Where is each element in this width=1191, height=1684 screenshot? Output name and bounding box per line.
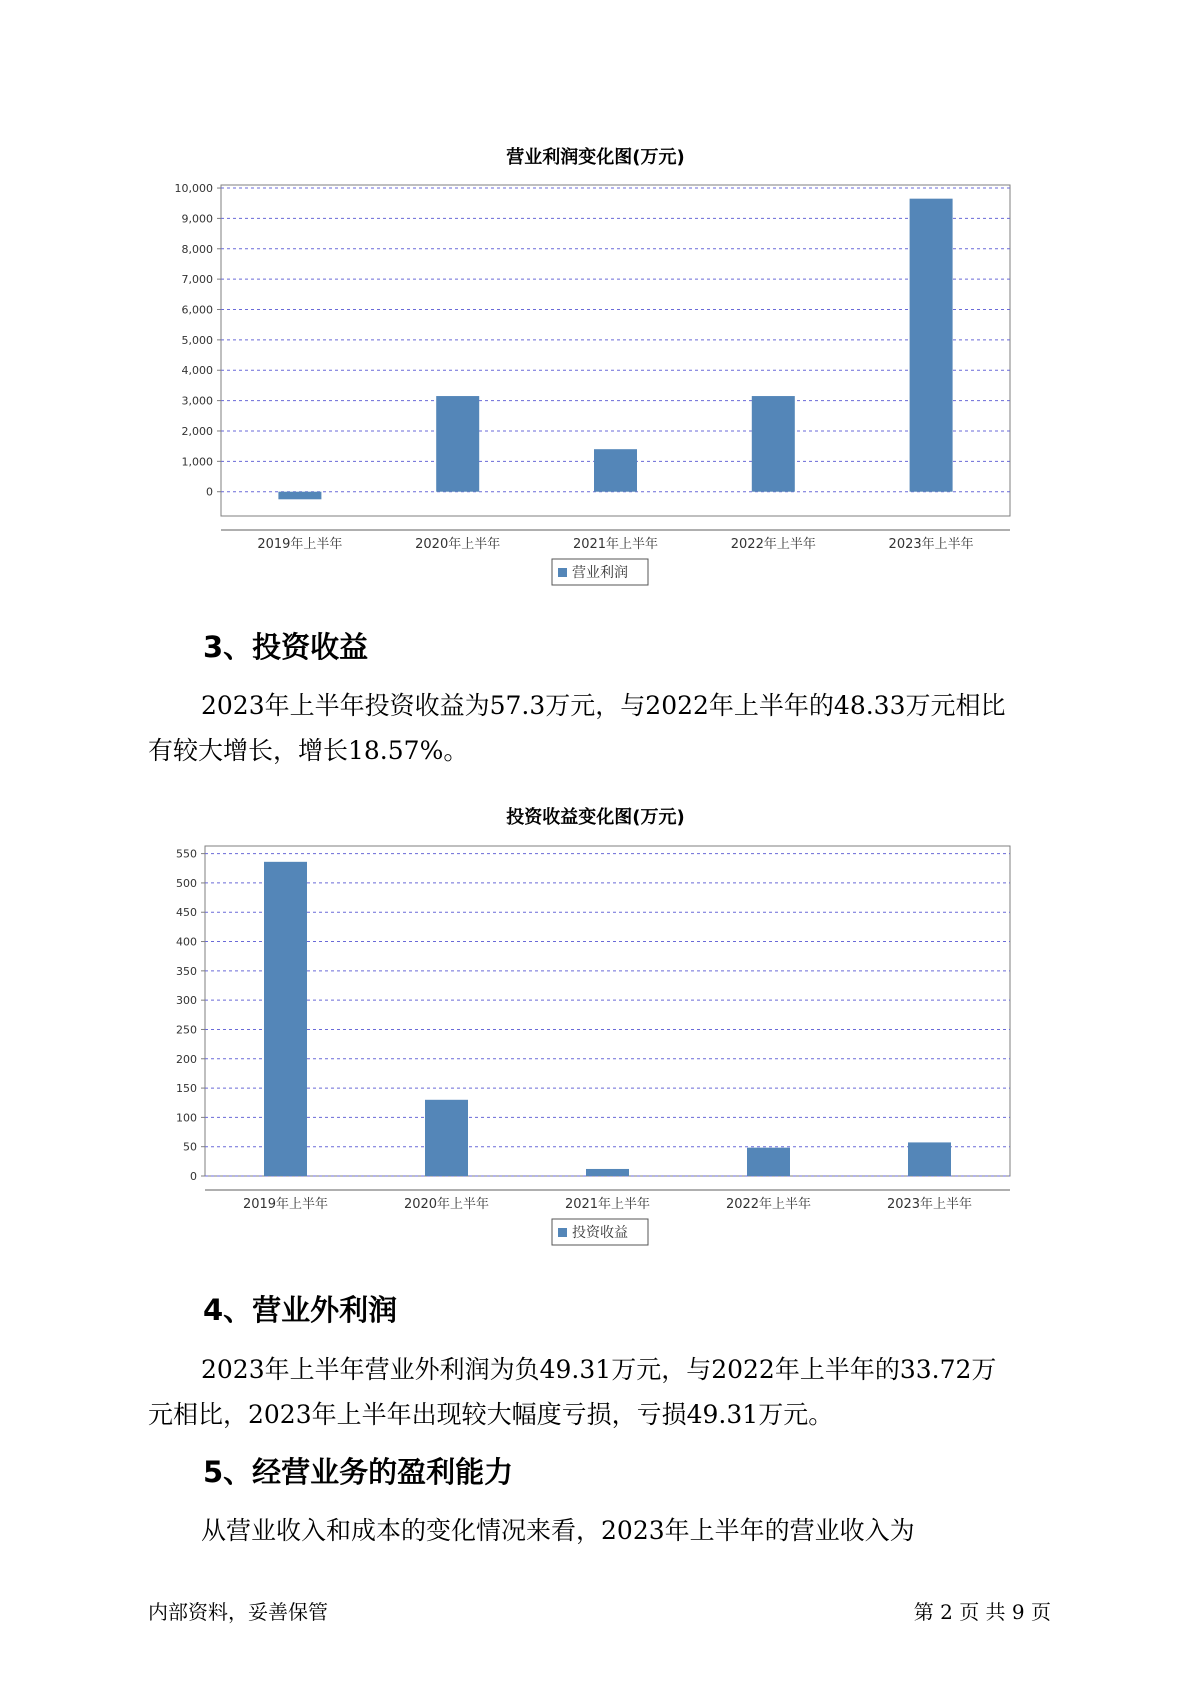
y-tick-label: 300 [176, 994, 197, 1008]
y-tick-label: 8,000 [181, 242, 213, 256]
y-tick-label: 350 [176, 964, 197, 978]
section-5-heading: 5、经营业务的盈利能力 [203, 1455, 514, 1489]
section-5-paragraph [148, 1508, 1058, 1553]
bar [747, 1148, 790, 1176]
y-tick-label: 2,000 [181, 424, 213, 438]
paragraph-line: 2023年上半年营业外利润为负49.31万元，与2022年上半年的33.72万 [201, 1355, 997, 1384]
bar [908, 1142, 951, 1176]
y-tick-label: 400 [176, 935, 197, 949]
y-tick-label: 450 [176, 906, 197, 920]
footer-confidential-note: 内部资料，妥善保管 [148, 1600, 328, 1624]
y-tick-label: 4,000 [181, 364, 213, 378]
y-tick-label: 1,000 [181, 455, 213, 469]
bar [586, 1169, 629, 1176]
paragraph-line: 2023年上半年投资收益为57.3万元，与2022年上半年的48.33万元相比 [201, 691, 1006, 720]
x-tick-label: 2022年上半年 [730, 537, 816, 552]
y-tick-label: 250 [176, 1023, 197, 1037]
y-tick-label: 3,000 [181, 394, 213, 408]
legend-swatch [558, 1228, 567, 1237]
footer-page-number: 第 2 页 共 9 页 [913, 1600, 1051, 1624]
y-tick-label: 0 [190, 1170, 197, 1183]
section-3-heading: 3、投资收益 [203, 630, 369, 664]
x-tick-label: 2020年上半年 [403, 1197, 490, 1212]
x-tick-label: 2023年上半年 [886, 1197, 973, 1212]
y-tick-label: 5,000 [181, 333, 213, 347]
legend-label: 投资收益 [572, 1225, 628, 1241]
x-tick-label: 2020年上半年 [415, 537, 501, 552]
y-tick-label: 10,000 [174, 182, 213, 196]
section-4-paragraph [148, 1347, 1058, 1437]
x-tick-label: 2022年上半年 [725, 1197, 812, 1212]
y-tick-label: 550 [176, 847, 197, 861]
plot-frame [205, 846, 1010, 1176]
y-tick-label: 100 [176, 1111, 197, 1125]
operating-profit-chart-title: 营业利润变化图(万元) [506, 147, 685, 168]
x-tick-label: 2021年上半年 [572, 537, 659, 552]
y-tick-label: 6,000 [181, 303, 213, 317]
paragraph-line: 元相比，2023年上半年出现较大幅度亏损，亏损49.31万元。 [148, 1400, 834, 1429]
y-tick-label: 200 [176, 1052, 197, 1066]
y-tick-label: 500 [176, 876, 197, 890]
y-tick-label: 150 [176, 1082, 197, 1096]
x-tick-label: 2019年上半年 [242, 1197, 329, 1212]
y-tick-label: 50 [183, 1140, 197, 1154]
section-4-heading: 4、营业外利润 [203, 1293, 398, 1327]
paragraph-line: 从营业收入和成本的变化情况来看，2023年上半年的营业收入为 [201, 1516, 915, 1545]
x-tick-label: 2023年上半年 [888, 537, 974, 552]
paragraph-line: 有较大增长，增长18.57%。 [148, 736, 469, 765]
y-tick-label: 0 [206, 485, 213, 499]
investment-income-chart-title: 投资收益变化图(万元) [506, 807, 685, 828]
legend-label: 营业利润 [572, 565, 628, 581]
x-tick-label: 2021年上半年 [564, 1197, 651, 1212]
bar [425, 1100, 468, 1176]
y-tick-label: 9,000 [181, 212, 213, 226]
y-tick-label: 7,000 [181, 273, 213, 287]
bar [264, 862, 307, 1176]
x-tick-label: 2019年上半年 [257, 537, 343, 552]
